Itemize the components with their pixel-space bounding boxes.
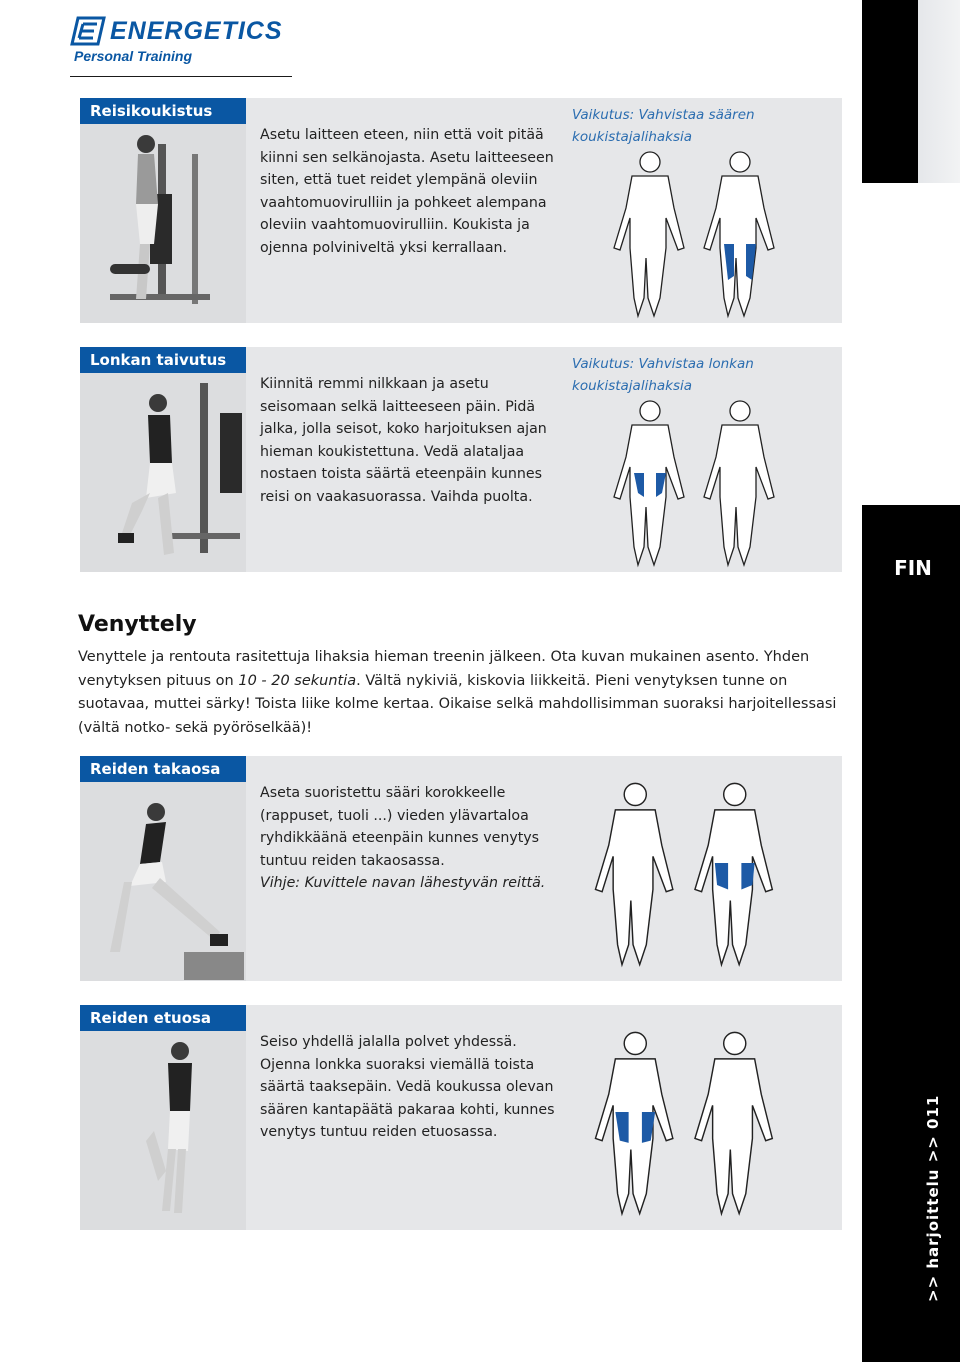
intro-text: . Vältä nykiviä, kiskovia liikkeitä. Pieni venytyksen tunne on suotavaa, muttei särky! Toista liike kolme kertaa. Oikaise selkä mahdollisimman suoraksi harjoitellessasi (vältä notko- sekä pyöröselkää)! (78, 672, 837, 736)
exercise-effect (572, 353, 754, 397)
stretch-description (260, 782, 560, 895)
brand-subtitle: Personal Training (74, 48, 192, 64)
anatomy-figure-icon (580, 1021, 790, 1225)
stretch-panel (80, 1005, 842, 1230)
stretch-text: Aseta suoristettu sääri korokkeelle (rappuset, tuoli ...) vieden ylävartaloa ryhdikkäänä eteenpäin kunnes venytys tuntuu reiden takaosassa. (260, 785, 540, 869)
exercise-photo (80, 124, 246, 323)
page-tag: >> harjoittelu >> 011 (924, 1094, 942, 1302)
header-divider (70, 76, 292, 77)
effect-line: Vaikutus: Vahvistaa lonkan (572, 356, 754, 372)
exercise-effect (572, 104, 755, 148)
effect-line: koukistajalihaksia (572, 129, 693, 145)
exercise-panel (80, 347, 842, 572)
section-intro (78, 646, 838, 740)
stretch-title: Reiden takaosa (80, 756, 246, 782)
exercise-title: Lonkan taivutus (80, 347, 246, 373)
top-black-bar (862, 0, 918, 183)
brand-name: ENERGETICS (110, 16, 283, 45)
anatomy-figure-icon (580, 772, 790, 976)
stretch-photo (80, 782, 246, 981)
intro-duration: 10 - 20 sekuntia (238, 672, 357, 689)
effect-line: Vaikutus: Vahvistaa säären (572, 107, 755, 123)
logo (70, 16, 294, 46)
anatomy-figure-icon (600, 397, 790, 569)
exercise-title: Reisikoukistus (80, 98, 246, 124)
section-title: Venyttely (78, 612, 197, 637)
exercise-description: Asetu laitteen eteen, niin että voit pitää kiinni sen selkänojasta. Asetu laitteeseen siten, että tuet reidet ylempänä oleviin vaahtomuovirulliin ja pohkeet alempana oleviin vaahtomuovirulliin. Koukista ja ojenna polviniveltä yksi kerrallaan. (260, 127, 554, 256)
stretch-photo (80, 1031, 246, 1230)
exercise-panel (80, 98, 842, 323)
intro-text: Venyttele ja rentouta rasitettuja lihaksia hieman treenin jälkeen. Ota kuvan mukainen asento. Yhden venytyksen pituus on (78, 649, 810, 689)
stretch-description: Seiso yhdellä jalalla polvet yhdessä. Ojenna lonkka suoraksi viemällä toista säärtä taaksepäin. Vedä koukussa olevan säären kantapäätä pakaraa kohti, kunnes venytys tuntuu reiden etuosassa. (260, 1034, 555, 1141)
stretch-hint: Vihje: Kuvittele navan lähestyvän reittä. (260, 875, 546, 892)
effect-line: koukistajalihaksia (572, 378, 693, 394)
exercise-photo (80, 373, 246, 572)
exercise-description: Kiinnitä remmi nilkkaan ja asetu seisomaan selkä laitteeseen päin. Pidä jalka, jolla seisot, koko harjoituksen ajan hieman koukistettuna. Vedä alataljaa nostaen toista säärtä eteenpäin kunnes reisi on vaakasuorassa. Vaihda puolta. (260, 376, 547, 505)
brand-header (70, 16, 294, 76)
stretch-panel (80, 756, 842, 981)
top-gray-strip (918, 0, 960, 183)
stretch-title: Reiden etuosa (80, 1005, 246, 1031)
anatomy-figure-icon (600, 148, 790, 320)
language-label: FIN (894, 556, 932, 580)
energetics-logo-icon (70, 16, 106, 46)
